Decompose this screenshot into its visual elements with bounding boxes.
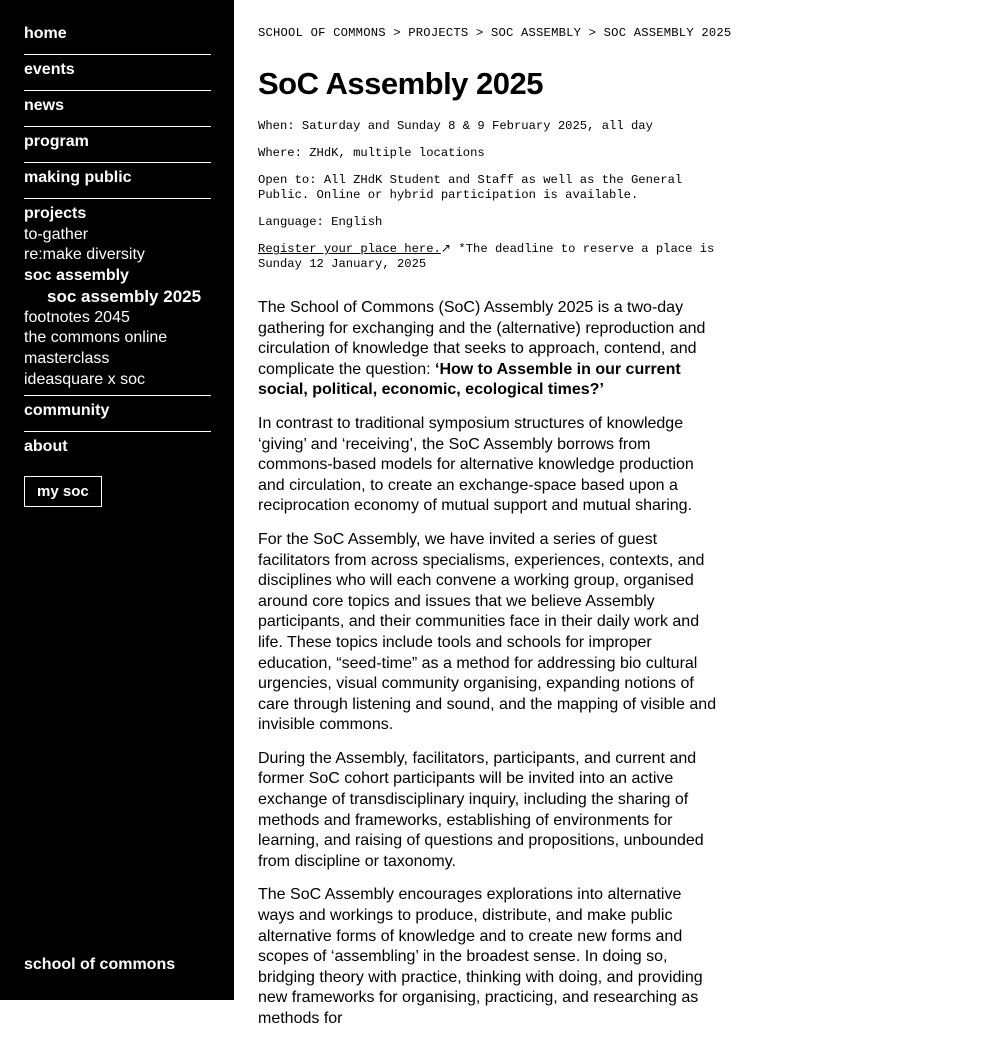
sidebar-subitem-soc-assembly-2025[interactable]: soc assembly 2025 — [47, 286, 202, 306]
breadcrumb-item[interactable]: SOC ASSEMBLY 2025 — [603, 26, 732, 40]
sidebar-item-program[interactable]: program — [24, 130, 211, 163]
breadcrumb-separator: > — [393, 26, 401, 40]
sidebar-item-community[interactable]: community — [24, 399, 211, 432]
sidebar-nav — [24, 22, 211, 507]
footer-brand[interactable]: school of commons — [24, 956, 176, 973]
sidebar-item-making-public[interactable]: making public — [24, 166, 211, 199]
sidebar-subitem-soc-assembly[interactable]: soc assembly — [24, 267, 129, 285]
breadcrumb-item[interactable]: PROJECTS — [408, 26, 469, 40]
sidebar-projects-group — [24, 202, 211, 396]
paragraph: In contrast to traditional symposium structures of knowledge ‘giving’ and ‘receiving’, the SoC Assembly borrows from commons-based models for alternative knowledge production and circulation, to create an exchange-space based upon a reciprocation economy of mutual support and mutual sharing. — [258, 414, 694, 515]
register-link[interactable]: Register your place here. — [258, 242, 441, 256]
article-body — [258, 298, 720, 1043]
paragraph: During the Assembly, facilitators, participants, and current and former SoC cohort participants will be invited into an active exchange of transdisciplinary inquiry, including the sharing of methods and frameworks, establishing of environments for learning, and raising of questions and propositions, unbounded from discipline or taxonomy. — [258, 749, 704, 870]
event-register — [258, 242, 728, 272]
sidebar-item-projects[interactable]: projects — [24, 205, 87, 222]
sidebar-subitem-masterclass[interactable]: masterclass — [24, 349, 110, 367]
sidebar-subitem-remake-diversity[interactable]: re:make diversity — [24, 246, 145, 264]
sidebar — [0, 0, 234, 1000]
event-language: Language: English — [258, 215, 383, 229]
sidebar-subitem-commons-online[interactable]: the commons online — [24, 329, 168, 347]
register-deadline: *The deadline to reserve a place is Sunday 12 January, 2025 — [258, 242, 715, 271]
sidebar-item-events[interactable]: events — [24, 58, 211, 91]
event-where: Where: ZHdK, multiple locations — [258, 146, 485, 160]
key-question: ‘How to Assemble in our current social, political, economic, ecological times?’ — [258, 360, 681, 399]
breadcrumb-item[interactable]: SCHOOL OF COMMONS — [258, 26, 386, 40]
event-open-to: Open to: All ZHdK Student and Staff as well as the General Public. Online or hybrid participation is available. — [258, 173, 683, 202]
page-title: SoC Assembly 2025 — [258, 66, 544, 101]
sidebar-subitem-footnotes-2045[interactable]: footnotes 2045 — [24, 308, 130, 326]
breadcrumb — [258, 26, 778, 40]
breadcrumb-separator: > — [475, 26, 484, 40]
event-when: When: Saturday and Sunday 8 & 9 February 2025, all day — [258, 119, 653, 133]
sidebar-item-home[interactable]: home — [24, 22, 211, 55]
paragraph-intro: The School of Commons (SoC) Assembly 2025 is a two-day gathering for exchanging and the (alternative) reproduction and circulation of knowledge that seeks to approach, contend, and complicate the question: ‘How to Assemble in our current social, political, economic, ecological times?’ — [258, 299, 706, 399]
sidebar-item-about[interactable]: about — [24, 438, 68, 456]
sidebar-subitem-to-gather[interactable]: to-gather — [24, 225, 89, 243]
breadcrumb-separator: > — [588, 26, 597, 40]
sidebar-item-news[interactable]: news — [24, 94, 211, 127]
paragraph: The SoC Assembly encourages explorations into alternative ways and workings to produce, distribute, and make public alternative forms of knowledge and to create new forms and scopes of ‘assembling’ in the broadest sense. In doing so, bridging theory with practice, thinking with doing, and providing new frameworks for organising, practicing, and researching as methods for — [258, 886, 703, 1027]
my-soc-button[interactable]: my soc — [24, 476, 102, 507]
paragraph: For the SoC Assembly, we have invited a series of guest facilitators from across specialisms, experiences, contexts, and disciplines who will each convene a working group, organised around core topics and issues that we believe Assembly participants, and their communities face in their daily work and life. These topics include tools and schools for improper education, “seed-time” as a method for addressing bio cultural urgencies, visual community organising, expanding notions of care through listening and sound, and the mapping of visible and invisible commons. — [258, 530, 717, 734]
external-link-icon[interactable]: ↗ — [440, 242, 452, 256]
sidebar-subitem-ideasquare[interactable]: ideasquare x soc — [24, 370, 145, 388]
breadcrumb-item[interactable]: SOC ASSEMBLY — [490, 26, 582, 40]
event-meta — [258, 119, 728, 284]
